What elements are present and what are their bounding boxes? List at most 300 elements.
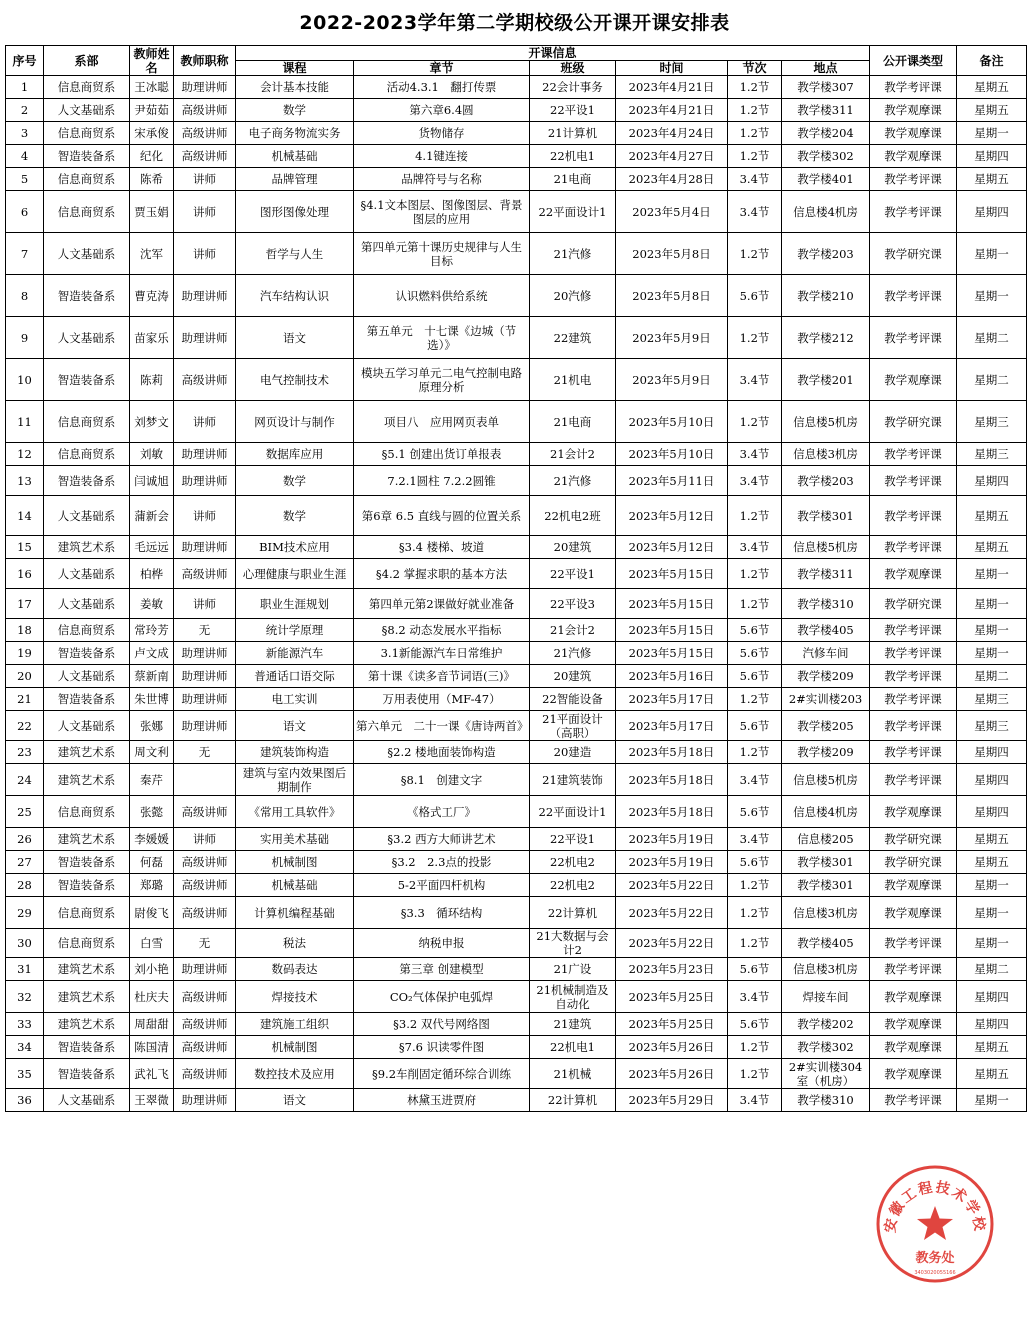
row-rank: 高级讲师 bbox=[174, 99, 236, 122]
row-teacher: 武礼飞 bbox=[130, 1059, 174, 1089]
row-time: 2023年5月16日 bbox=[616, 665, 728, 688]
row-time: 2023年5月29日 bbox=[616, 1089, 728, 1112]
row-period: 1.2节 bbox=[728, 496, 782, 536]
row-place: 教学楼212 bbox=[782, 317, 870, 359]
row-note: 星期二 bbox=[957, 359, 1027, 401]
row-chapter: §3.4 楼梯、坡道 bbox=[354, 536, 530, 559]
row-time: 2023年5月15日 bbox=[616, 559, 728, 589]
row-place: 信息楼4机房 bbox=[782, 191, 870, 233]
row-chapter: §4.2 掌握求职的基本方法 bbox=[354, 559, 530, 589]
row-time: 2023年5月9日 bbox=[616, 317, 728, 359]
row-type: 教学考评课 bbox=[870, 191, 957, 233]
row-place: 教学楼311 bbox=[782, 99, 870, 122]
row-chapter: 林黛玉进贾府 bbox=[354, 1089, 530, 1112]
row-no: 3 bbox=[6, 122, 44, 145]
row-note: 星期一 bbox=[957, 559, 1027, 589]
row-period: 3.4节 bbox=[728, 536, 782, 559]
row-course: 汽车结构认识 bbox=[236, 275, 354, 317]
row-rank: 助理讲师 bbox=[174, 665, 236, 688]
row-course: 数控技术及应用 bbox=[236, 1059, 354, 1089]
row-type: 教学研究课 bbox=[870, 589, 957, 619]
row-period: 3.4节 bbox=[728, 1089, 782, 1112]
row-chapter: 第四单元第十课历史规律与人生目标 bbox=[354, 233, 530, 275]
table-row bbox=[6, 443, 1027, 466]
row-class: 21机械 bbox=[530, 1059, 616, 1089]
row-rank: 讲师 bbox=[174, 401, 236, 443]
row-period: 1.2节 bbox=[728, 688, 782, 711]
row-type: 教学观摩课 bbox=[870, 1013, 957, 1036]
row-place: 教学楼301 bbox=[782, 496, 870, 536]
row-course: 网页设计与制作 bbox=[236, 401, 354, 443]
row-type: 教学考评课 bbox=[870, 443, 957, 466]
row-period: 5.6节 bbox=[728, 711, 782, 741]
row-class: 22机电2 bbox=[530, 874, 616, 897]
row-dept: 智造装备系 bbox=[44, 851, 130, 874]
row-class: 22智能设备 bbox=[530, 688, 616, 711]
row-class: 21汽修 bbox=[530, 642, 616, 665]
row-time: 2023年5月15日 bbox=[616, 619, 728, 642]
row-course: 心理健康与职业生涯 bbox=[236, 559, 354, 589]
row-class: 22平设1 bbox=[530, 559, 616, 589]
row-type: 教学考评课 bbox=[870, 929, 957, 958]
row-course: 普通话口语交际 bbox=[236, 665, 354, 688]
row-dept: 人文基础系 bbox=[44, 317, 130, 359]
row-period: 1.2节 bbox=[728, 741, 782, 764]
row-teacher: 秦芹 bbox=[130, 764, 174, 796]
row-teacher: 闫诚旭 bbox=[130, 466, 174, 496]
table-row bbox=[6, 496, 1027, 536]
row-time: 2023年5月19日 bbox=[616, 828, 728, 851]
row-no: 26 bbox=[6, 828, 44, 851]
table-row bbox=[6, 275, 1027, 317]
row-dept: 人文基础系 bbox=[44, 1089, 130, 1112]
row-time: 2023年4月21日 bbox=[616, 99, 728, 122]
row-chapter: §4.1文本图层、图像图层、背景图层的应用 bbox=[354, 191, 530, 233]
row-teacher: 柏桦 bbox=[130, 559, 174, 589]
row-rank: 助理讲师 bbox=[174, 958, 236, 981]
row-class: 22机电1 bbox=[530, 145, 616, 168]
row-type: 教学观摩课 bbox=[870, 359, 957, 401]
row-note: 星期二 bbox=[957, 665, 1027, 688]
row-class: 21平面设计（高职） bbox=[530, 711, 616, 741]
row-rank: 无 bbox=[174, 929, 236, 958]
row-rank: 助理讲师 bbox=[174, 536, 236, 559]
row-time: 2023年5月11日 bbox=[616, 466, 728, 496]
row-place: 教学楼301 bbox=[782, 874, 870, 897]
row-period: 5.6节 bbox=[728, 665, 782, 688]
header-note: 备注 bbox=[957, 46, 1027, 76]
table-row bbox=[6, 466, 1027, 496]
row-no: 17 bbox=[6, 589, 44, 619]
row-note: 星期五 bbox=[957, 168, 1027, 191]
row-course: 数据库应用 bbox=[236, 443, 354, 466]
row-chapter: §8.2 动态发展水平指标 bbox=[354, 619, 530, 642]
row-period: 1.2节 bbox=[728, 1036, 782, 1059]
row-class: 21汽修 bbox=[530, 466, 616, 496]
row-dept: 建筑艺术系 bbox=[44, 536, 130, 559]
row-rank: 高级讲师 bbox=[174, 1013, 236, 1036]
row-time: 2023年5月15日 bbox=[616, 642, 728, 665]
row-time: 2023年5月9日 bbox=[616, 359, 728, 401]
row-place: 信息楼205 bbox=[782, 828, 870, 851]
table-row bbox=[6, 688, 1027, 711]
row-no: 9 bbox=[6, 317, 44, 359]
row-period: 5.6节 bbox=[728, 958, 782, 981]
row-type: 教学考评课 bbox=[870, 958, 957, 981]
row-period: 3.4节 bbox=[728, 191, 782, 233]
row-class: 20建筑 bbox=[530, 665, 616, 688]
row-no: 8 bbox=[6, 275, 44, 317]
row-period: 5.6节 bbox=[728, 619, 782, 642]
row-class: 22机电2班 bbox=[530, 496, 616, 536]
row-no: 20 bbox=[6, 665, 44, 688]
row-no: 27 bbox=[6, 851, 44, 874]
row-dept: 人文基础系 bbox=[44, 665, 130, 688]
row-course: 语文 bbox=[236, 1089, 354, 1112]
table-row bbox=[6, 559, 1027, 589]
row-teacher: 沈军 bbox=[130, 233, 174, 275]
row-place: 信息楼3机房 bbox=[782, 897, 870, 929]
table-row bbox=[6, 828, 1027, 851]
row-place: 信息楼5机房 bbox=[782, 401, 870, 443]
row-teacher: 曹克涛 bbox=[130, 275, 174, 317]
row-type: 教学考评课 bbox=[870, 317, 957, 359]
table-row bbox=[6, 317, 1027, 359]
row-time: 2023年5月25日 bbox=[616, 1013, 728, 1036]
row-rank: 助理讲师 bbox=[174, 1089, 236, 1112]
row-type: 教学观摩课 bbox=[870, 796, 957, 828]
row-no: 11 bbox=[6, 401, 44, 443]
row-rank: 高级讲师 bbox=[174, 1036, 236, 1059]
row-period: 1.2节 bbox=[728, 1059, 782, 1089]
row-class: 21机械制造及自动化 bbox=[530, 981, 616, 1013]
row-class: 22平面设计1 bbox=[530, 796, 616, 828]
row-dept: 信息商贸系 bbox=[44, 401, 130, 443]
row-no: 25 bbox=[6, 796, 44, 828]
table-row bbox=[6, 619, 1027, 642]
row-no: 35 bbox=[6, 1059, 44, 1089]
row-rank: 高级讲师 bbox=[174, 1059, 236, 1089]
row-no: 33 bbox=[6, 1013, 44, 1036]
row-place: 教学楼205 bbox=[782, 711, 870, 741]
row-chapter: 活动4.3.1 翻打传票 bbox=[354, 76, 530, 99]
row-type: 教学考评课 bbox=[870, 642, 957, 665]
header-rank: 教师职称 bbox=[174, 46, 236, 76]
row-note: 星期一 bbox=[957, 1089, 1027, 1112]
header-group: 开课信息 bbox=[236, 46, 870, 61]
table-row bbox=[6, 589, 1027, 619]
row-note: 星期五 bbox=[957, 76, 1027, 99]
row-no: 15 bbox=[6, 536, 44, 559]
row-dept: 智造装备系 bbox=[44, 145, 130, 168]
row-time: 2023年5月23日 bbox=[616, 958, 728, 981]
row-period: 1.2节 bbox=[728, 589, 782, 619]
row-dept: 智造装备系 bbox=[44, 359, 130, 401]
row-time: 2023年5月4日 bbox=[616, 191, 728, 233]
row-course: 统计学原理 bbox=[236, 619, 354, 642]
row-rank: 讲师 bbox=[174, 496, 236, 536]
row-type: 教学观摩课 bbox=[870, 99, 957, 122]
row-place: 信息楼3机房 bbox=[782, 443, 870, 466]
row-class: 22计算机 bbox=[530, 1089, 616, 1112]
row-type: 教学研究课 bbox=[870, 401, 957, 443]
row-place: 教学楼311 bbox=[782, 559, 870, 589]
row-time: 2023年5月12日 bbox=[616, 496, 728, 536]
row-no: 23 bbox=[6, 741, 44, 764]
row-time: 2023年5月10日 bbox=[616, 401, 728, 443]
row-course: 数学 bbox=[236, 496, 354, 536]
schedule-body bbox=[6, 76, 1027, 1112]
row-type: 教学观摩课 bbox=[870, 122, 957, 145]
row-chapter: 模块五学习单元二电气控制电路原理分析 bbox=[354, 359, 530, 401]
row-no: 29 bbox=[6, 897, 44, 929]
row-type: 教学考评课 bbox=[870, 1089, 957, 1112]
table-row bbox=[6, 796, 1027, 828]
row-course: 机械制图 bbox=[236, 1036, 354, 1059]
row-course: 品牌管理 bbox=[236, 168, 354, 191]
row-period: 3.4节 bbox=[728, 168, 782, 191]
row-no: 22 bbox=[6, 711, 44, 741]
row-teacher: 姜敏 bbox=[130, 589, 174, 619]
row-time: 2023年5月26日 bbox=[616, 1036, 728, 1059]
row-chapter: §5.1 创建出货订单报表 bbox=[354, 443, 530, 466]
row-teacher: 郑璐 bbox=[130, 874, 174, 897]
row-course: 计算机编程基础 bbox=[236, 897, 354, 929]
row-dept: 建筑艺术系 bbox=[44, 828, 130, 851]
row-teacher: 周甜甜 bbox=[130, 1013, 174, 1036]
table-row bbox=[6, 1059, 1027, 1089]
row-type: 教学观摩课 bbox=[870, 897, 957, 929]
row-period: 1.2节 bbox=[728, 145, 782, 168]
row-class: 21会计2 bbox=[530, 619, 616, 642]
page-title: 2022-2023学年第二学期校级公开课开课安排表 bbox=[299, 12, 730, 34]
row-period: 3.4节 bbox=[728, 359, 782, 401]
row-course: 建筑装饰构造 bbox=[236, 741, 354, 764]
table-row bbox=[6, 851, 1027, 874]
row-chapter: 第四单元第2课做好就业准备 bbox=[354, 589, 530, 619]
row-type: 教学考评课 bbox=[870, 741, 957, 764]
row-period: 5.6节 bbox=[728, 275, 782, 317]
row-class: 22平设1 bbox=[530, 828, 616, 851]
row-rank bbox=[174, 764, 236, 796]
row-course: 语文 bbox=[236, 711, 354, 741]
header-chapter: 章节 bbox=[354, 61, 530, 76]
table-row bbox=[6, 958, 1027, 981]
row-note: 星期四 bbox=[957, 741, 1027, 764]
row-dept: 智造装备系 bbox=[44, 1036, 130, 1059]
row-note: 星期一 bbox=[957, 929, 1027, 958]
row-type: 教学观摩课 bbox=[870, 1059, 957, 1089]
row-no: 18 bbox=[6, 619, 44, 642]
row-class: 20建造 bbox=[530, 741, 616, 764]
row-note: 星期三 bbox=[957, 443, 1027, 466]
header-place: 地点 bbox=[782, 61, 870, 76]
header-dept: 系部 bbox=[44, 46, 130, 76]
row-class: 21会计2 bbox=[530, 443, 616, 466]
row-rank: 助理讲师 bbox=[174, 642, 236, 665]
row-teacher: 常玲芳 bbox=[130, 619, 174, 642]
row-dept: 智造装备系 bbox=[44, 642, 130, 665]
row-class: 22机电1 bbox=[530, 1036, 616, 1059]
row-teacher: 白雪 bbox=[130, 929, 174, 958]
row-note: 星期五 bbox=[957, 496, 1027, 536]
school-seal bbox=[873, 1162, 997, 1286]
table-row bbox=[6, 981, 1027, 1013]
row-course: 《常用工具软件》 bbox=[236, 796, 354, 828]
row-course: 电工实训 bbox=[236, 688, 354, 711]
row-course: 新能源汽车 bbox=[236, 642, 354, 665]
row-place: 教学楼401 bbox=[782, 168, 870, 191]
row-type: 教学考评课 bbox=[870, 275, 957, 317]
row-period: 1.2节 bbox=[728, 233, 782, 275]
row-chapter: CO₂气体保护电弧焊 bbox=[354, 981, 530, 1013]
row-course: 语文 bbox=[236, 317, 354, 359]
row-course: 数学 bbox=[236, 466, 354, 496]
row-rank: 助理讲师 bbox=[174, 443, 236, 466]
row-dept: 信息商贸系 bbox=[44, 897, 130, 929]
row-course: 机械基础 bbox=[236, 145, 354, 168]
row-rank: 助理讲师 bbox=[174, 466, 236, 496]
row-course: 电子商务物流实务 bbox=[236, 122, 354, 145]
row-note: 星期一 bbox=[957, 874, 1027, 897]
table-row bbox=[6, 359, 1027, 401]
row-class: 21电商 bbox=[530, 401, 616, 443]
row-type: 教学考评课 bbox=[870, 536, 957, 559]
row-rank: 无 bbox=[174, 619, 236, 642]
row-place: 教学楼310 bbox=[782, 1089, 870, 1112]
row-place: 教学楼302 bbox=[782, 145, 870, 168]
row-period: 3.4节 bbox=[728, 443, 782, 466]
row-dept: 智造装备系 bbox=[44, 874, 130, 897]
row-place: 教学楼405 bbox=[782, 619, 870, 642]
row-time: 2023年5月18日 bbox=[616, 764, 728, 796]
row-period: 1.2节 bbox=[728, 317, 782, 359]
row-place: 教学楼301 bbox=[782, 851, 870, 874]
row-class: 22会计事务 bbox=[530, 76, 616, 99]
header-teacher: 教师姓名 bbox=[130, 46, 174, 76]
row-class: 22机电2 bbox=[530, 851, 616, 874]
table-row bbox=[6, 1089, 1027, 1112]
row-note: 星期二 bbox=[957, 958, 1027, 981]
row-note: 星期一 bbox=[957, 589, 1027, 619]
row-type: 教学观摩课 bbox=[870, 981, 957, 1013]
row-class: 22平设1 bbox=[530, 99, 616, 122]
row-course: 数码表达 bbox=[236, 958, 354, 981]
row-course: 图形图像处理 bbox=[236, 191, 354, 233]
row-course: 会计基本技能 bbox=[236, 76, 354, 99]
row-time: 2023年5月17日 bbox=[616, 711, 728, 741]
row-chapter: 认识燃料供给系统 bbox=[354, 275, 530, 317]
row-chapter: §3.3 循环结构 bbox=[354, 897, 530, 929]
row-dept: 人文基础系 bbox=[44, 559, 130, 589]
row-rank: 讲师 bbox=[174, 589, 236, 619]
row-rank: 助理讲师 bbox=[174, 688, 236, 711]
row-note: 星期四 bbox=[957, 466, 1027, 496]
row-note: 星期四 bbox=[957, 145, 1027, 168]
row-note: 星期四 bbox=[957, 764, 1027, 796]
row-dept: 建筑艺术系 bbox=[44, 958, 130, 981]
row-teacher: 卢文成 bbox=[130, 642, 174, 665]
table-row bbox=[6, 874, 1027, 897]
row-course: 哲学与人生 bbox=[236, 233, 354, 275]
row-period: 3.4节 bbox=[728, 466, 782, 496]
row-note: 星期四 bbox=[957, 796, 1027, 828]
row-period: 5.6节 bbox=[728, 851, 782, 874]
table-row bbox=[6, 741, 1027, 764]
seal-star-icon bbox=[917, 1206, 953, 1240]
row-chapter: 纳税申报 bbox=[354, 929, 530, 958]
row-dept: 建筑艺术系 bbox=[44, 764, 130, 796]
row-rank: 助理讲师 bbox=[174, 275, 236, 317]
row-place: 教学楼307 bbox=[782, 76, 870, 99]
row-type: 教学观摩课 bbox=[870, 1036, 957, 1059]
row-place: 教学楼203 bbox=[782, 466, 870, 496]
row-place: 教学楼209 bbox=[782, 665, 870, 688]
row-class: 21计算机 bbox=[530, 122, 616, 145]
row-chapter: §3.2 2.3点的投影 bbox=[354, 851, 530, 874]
row-note: 星期四 bbox=[957, 1013, 1027, 1036]
row-note: 星期一 bbox=[957, 233, 1027, 275]
row-no: 13 bbox=[6, 466, 44, 496]
row-chapter: 7.2.1圆柱 7.2.2圆锥 bbox=[354, 466, 530, 496]
row-rank: 高级讲师 bbox=[174, 359, 236, 401]
row-chapter: §3.2 西方大师讲艺术 bbox=[354, 828, 530, 851]
row-no: 19 bbox=[6, 642, 44, 665]
row-course: 建筑施工组织 bbox=[236, 1013, 354, 1036]
row-dept: 信息商贸系 bbox=[44, 122, 130, 145]
row-rank: 无 bbox=[174, 741, 236, 764]
row-rank: 高级讲师 bbox=[174, 874, 236, 897]
row-note: 星期二 bbox=[957, 317, 1027, 359]
row-no: 7 bbox=[6, 233, 44, 275]
row-teacher: 尹茹茹 bbox=[130, 99, 174, 122]
row-dept: 信息商贸系 bbox=[44, 443, 130, 466]
row-chapter: 货物储存 bbox=[354, 122, 530, 145]
table-row bbox=[6, 1013, 1027, 1036]
row-rank: 讲师 bbox=[174, 828, 236, 851]
row-type: 教学考评课 bbox=[870, 76, 957, 99]
row-type: 教学考评课 bbox=[870, 764, 957, 796]
row-rank: 高级讲师 bbox=[174, 559, 236, 589]
row-dept: 信息商贸系 bbox=[44, 76, 130, 99]
row-teacher: 陈莉 bbox=[130, 359, 174, 401]
row-type: 教学观摩课 bbox=[870, 559, 957, 589]
row-class: 21建筑装饰 bbox=[530, 764, 616, 796]
row-dept: 建筑艺术系 bbox=[44, 741, 130, 764]
row-chapter: 3.1新能源汽车日常维护 bbox=[354, 642, 530, 665]
row-chapter: §2.2 楼地面装饰构造 bbox=[354, 741, 530, 764]
row-rank: 讲师 bbox=[174, 191, 236, 233]
row-place: 信息楼3机房 bbox=[782, 958, 870, 981]
table-row bbox=[6, 897, 1027, 929]
row-time: 2023年4月27日 bbox=[616, 145, 728, 168]
row-rank: 高级讲师 bbox=[174, 122, 236, 145]
row-time: 2023年4月28日 bbox=[616, 168, 728, 191]
row-teacher: 宋承俊 bbox=[130, 122, 174, 145]
row-course: 电气控制技术 bbox=[236, 359, 354, 401]
row-no: 12 bbox=[6, 443, 44, 466]
header-class: 班级 bbox=[530, 61, 616, 76]
row-no: 21 bbox=[6, 688, 44, 711]
row-period: 1.2节 bbox=[728, 99, 782, 122]
row-dept: 智造装备系 bbox=[44, 1059, 130, 1089]
table-row bbox=[6, 168, 1027, 191]
row-dept: 人文基础系 bbox=[44, 589, 130, 619]
row-rank: 讲师 bbox=[174, 233, 236, 275]
row-class: 20建筑 bbox=[530, 536, 616, 559]
row-no: 2 bbox=[6, 99, 44, 122]
row-teacher: 周文利 bbox=[130, 741, 174, 764]
